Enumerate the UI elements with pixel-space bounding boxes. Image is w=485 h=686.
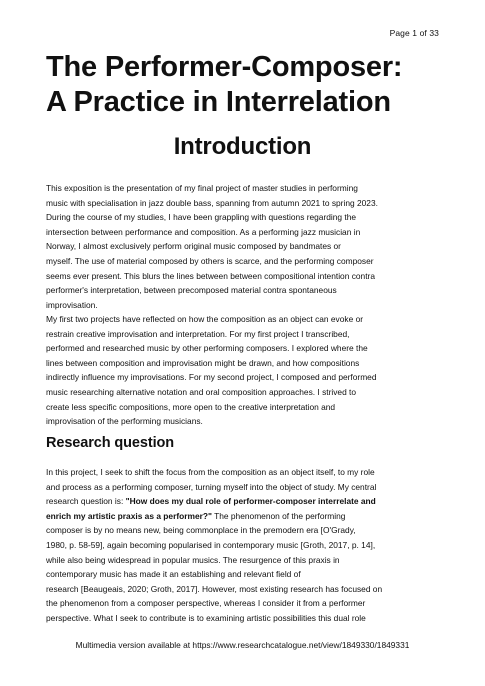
- text-line: During the course of my studies, I have been grappling with questions regarding the: [46, 212, 357, 223]
- text-line: contemporary music has made it an establishing and relevant field of: [46, 569, 301, 580]
- title-line-2: A Practice in Interrelation: [46, 86, 391, 118]
- text-line: myself. The use of material composed by others is scarce, and the performing composer: [46, 255, 374, 266]
- text-line: 1980, p. 58-59], again becoming popularised in contemporary music [Groth, 2017, p. 14],: [46, 539, 376, 550]
- text-line: lines between composition and improvisation might be drawn, and how compositions: [46, 357, 360, 368]
- text-line: music with specialisation in jazz double bass, spanning from autumn 2021 to spring 2023.: [46, 197, 378, 208]
- text-line: restrain creative improvisation and interpretation. For my first project I transcribed,: [46, 328, 350, 339]
- text-line: create less specific compositions, more open to the creative interpretation and: [46, 401, 336, 412]
- text-line: In this project, I seek to shift the focus from the composition as an object itself, to my role: [46, 467, 375, 477]
- text-line: My first two projects have reflected on how the composition as an object can evoke or: [46, 314, 364, 324]
- research-question-text: "How does my dual role of performer-composer interrelate and: [125, 496, 376, 507]
- research-question-paragraph: [46, 465, 446, 626]
- text-line: [46, 494, 446, 509]
- text-line: indirectly influence my improvisations. For my second project, I composed and performed: [46, 372, 377, 383]
- text-line: performed and researched music by other performing composers. I explored where the: [46, 343, 368, 354]
- text-line: research [Beaugeais, 2020; Groth, 2017]. However, most existing research has focused on: [46, 583, 383, 594]
- text-line: improvisation.: [46, 299, 98, 310]
- text-line: Norway, I almost exclusively perform original music composed by bandmates or: [46, 241, 341, 252]
- introduction-paragraph-2: [46, 312, 446, 429]
- text-line: and process as a performing composer, turning myself into the object of study. My central: [46, 481, 377, 492]
- text-line: while also being widespread in popular musics. The resurgence of this praxis in: [46, 554, 340, 565]
- text-line: performer's interpretation, between precomposed material contra spontaneous: [46, 285, 337, 296]
- text-segment: research question is:: [46, 496, 126, 507]
- text-segment: The phenomenon of the performing: [211, 510, 346, 521]
- research-question-heading: Research question: [46, 435, 175, 451]
- text-line: composer is by no means new, being commonplace in the premodern era [O'Grady,: [46, 525, 356, 536]
- text-line: music researching alternative notation and oral composition approaches. I strived to: [46, 386, 357, 397]
- text-line: seems ever present. This blurs the lines between between compositional intention contra: [46, 270, 375, 281]
- footer-multimedia-note: Multimedia version available at https://www.researchcatalogue.net/view/1849330/1849331: [75, 640, 410, 650]
- document-title: [46, 50, 446, 120]
- text-line: perspective. What I seek to contribute is to examining artistic possibilities this dual role: [46, 612, 366, 623]
- text-line: improvisation of the performing musicians.: [46, 416, 203, 427]
- title-line-1: The Performer-Composer:: [46, 51, 403, 83]
- text-line: This exposition is the presentation of my final project of master studies in performing: [46, 183, 358, 193]
- introduction-paragraph-1: [46, 181, 446, 312]
- text-line: the phenomenon from a composer perspective, whereas I consider it from a performer: [46, 598, 366, 609]
- text-line: intersection between performance and composition. As a performing jazz musician in: [46, 226, 361, 237]
- research-question-text: enrich my artistic praxis as a performer?": [46, 510, 212, 521]
- page-number: Page 1 of 33: [389, 28, 439, 38]
- text-line: [46, 509, 446, 524]
- introduction-heading: Introduction: [173, 133, 312, 160]
